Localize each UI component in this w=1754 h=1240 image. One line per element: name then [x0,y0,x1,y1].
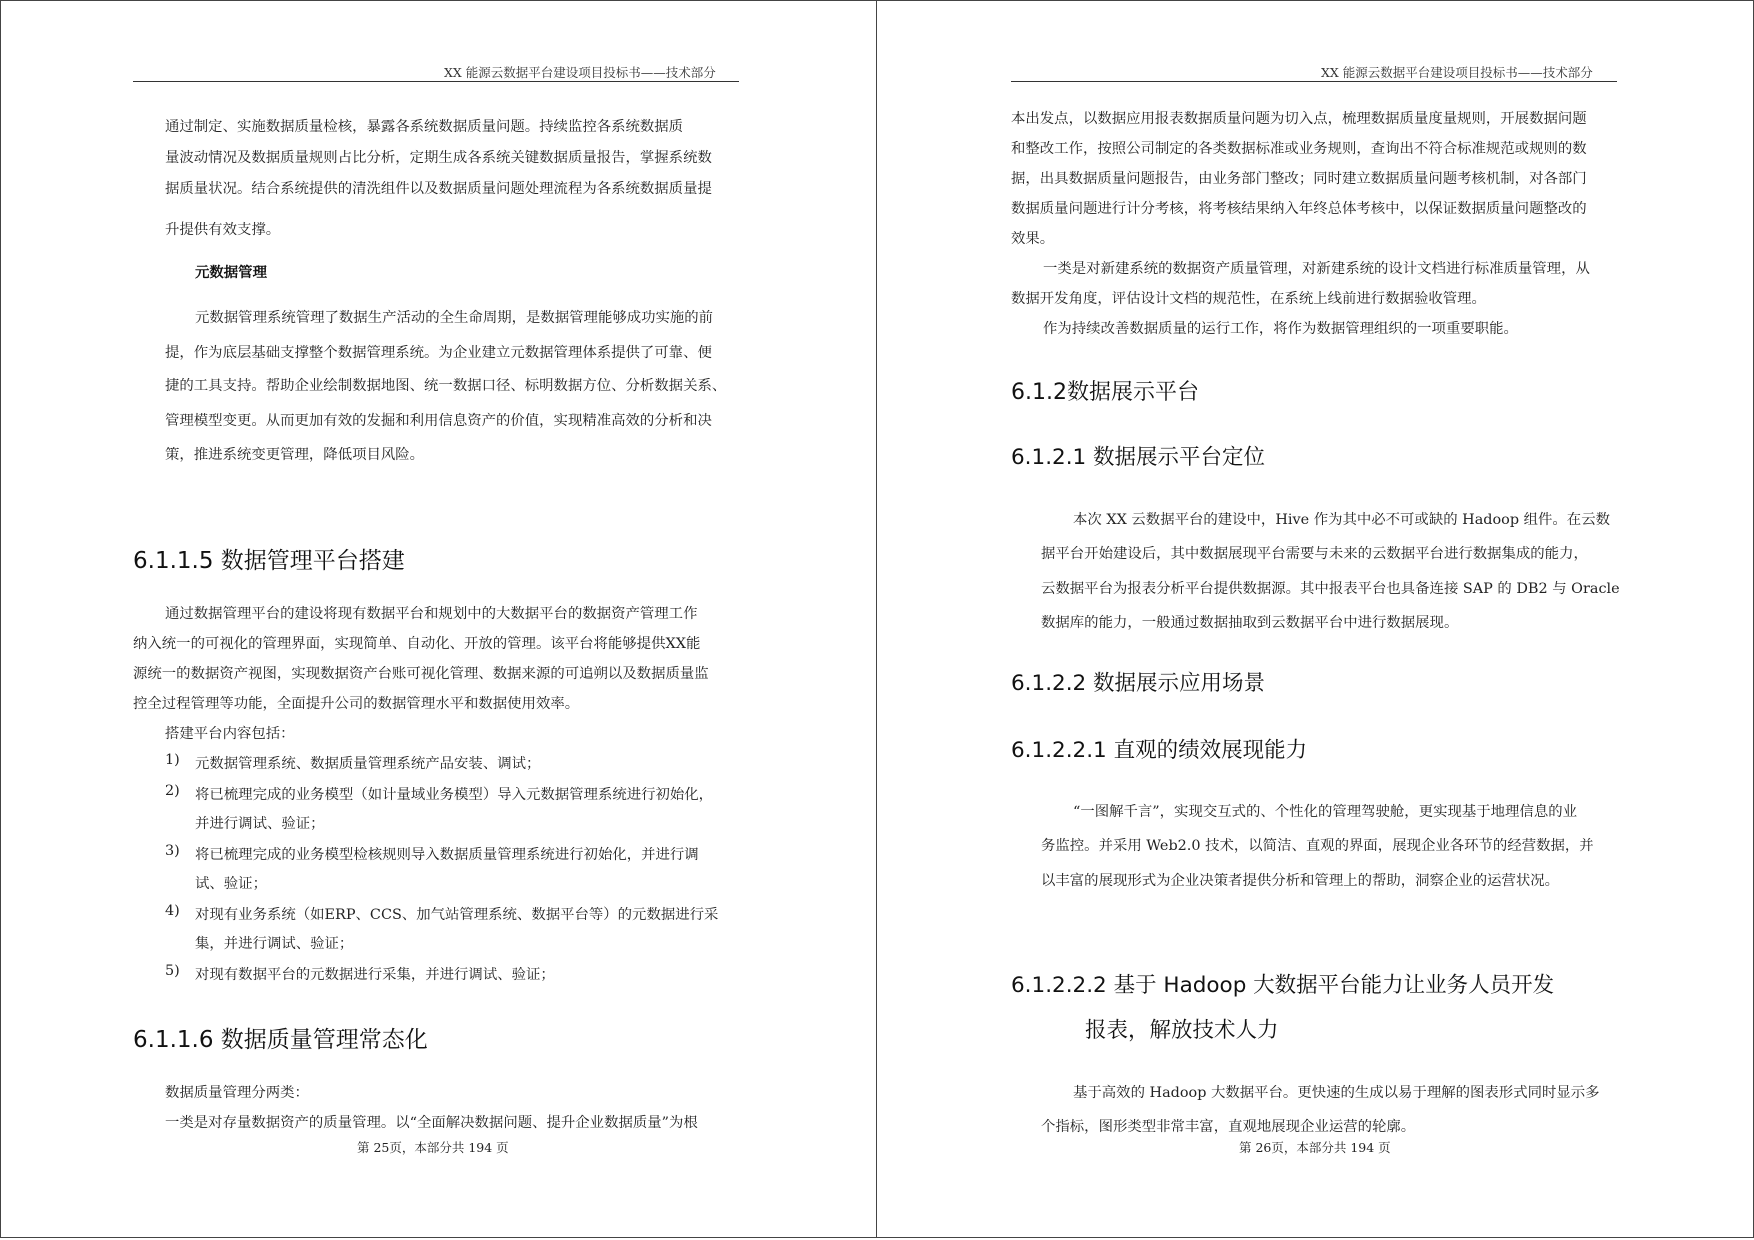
list-item: 试、验证； [195,876,267,892]
paragraph-line: 通过制定、实施数据质量检核，暴露各系统数据质量问题。持续监控各系统数据质 [165,119,684,135]
paragraph-line: 数据质量问题进行计分考核，将考核结果纳入年终总体考核中，以保证数据质量问题整改的 [1011,201,1587,217]
paragraph-line: 数据质量管理分两类： [165,1085,309,1101]
paragraph-line: 源统一的数据资产视图，实现数据资产台账可视化管理、数据来源的可追朔以及数据质量监 [133,666,709,682]
list-item: 集，并进行调试、验证； [195,936,354,952]
list-item: 对现有业务系统（如ERP、CCS、加气站管理系统、数据平台等）的元数据进行采 [195,907,719,923]
paragraph-line: 捷的工具支持。帮助企业绘制数据地图、统一数据口径、标明数据方位、分析数据关系、 [165,378,727,394]
paragraph-line: 和整改工作，按照公司制定的各类数据标准或业务规则，查询出不符合标准规范或规则的数 [1011,141,1587,157]
paragraph-line: 云数据平台为报表分析平台提供数据源。其中报表平台也具备连接 SAP 的 DB2 与 Oracle [1041,581,1620,597]
paragraph-line: 本次 XX 云数据平台的建设中，Hive 作为其中必不可或缺的 Hadoop 组件。在云数 [1073,512,1610,528]
paragraph-line: 量波动情况及数据质量规则占比分析，定期生成各系统关键数据质量报告，掌握系统数 [165,150,712,166]
section-heading: 6.1.2.2.2 基于 Hadoop 大数据平台能力让业务人员开发 [1011,973,1555,998]
paragraph-line: “一图解千言”，实现交互式的、个性化的管理驾驶舱，更实现基于地理信息的业 [1073,804,1577,820]
paragraph-line: 效果。 [1011,231,1055,247]
list-item: 并进行调试、验证； [195,816,325,832]
section-heading: 6.1.1.6 数据质量管理常态化 [133,1027,428,1053]
paragraph-line: 管理模型变更。从而更加有效的发掘和利用信息资产的价值，实现精准高效的分析和决 [165,413,712,429]
list-item: 元数据管理系统、数据质量管理系统产品安装、调试； [195,756,541,772]
paragraph-line: 务监控。并采用 Web2.0 技术，以简洁、直观的界面，展现企业各环节的经营数据，并 [1041,838,1594,854]
paragraph-line: 控全过程管理等功能，全面提升公司的数据管理水平和数据使用效率。 [133,696,580,712]
list-number: 4) [165,903,180,919]
paragraph-line: 以丰富的展现形式为企业决策者提供分析和管理上的帮助，洞察企业的运营状况。 [1041,873,1560,889]
list-item: 对现有数据平台的元数据进行采集，并进行调试、验证； [195,967,555,983]
paragraph-line: 个指标，图形类型非常丰富，直观地展现企业运营的轮廓。 [1041,1119,1416,1135]
section-heading: 6.1.2.1 数据展示平台定位 [1011,445,1266,470]
paragraph-line: 基于高效的 Hadoop 大数据平台。更快速的生成以易于理解的图表形式同时显示多 [1073,1085,1600,1101]
paragraph-line: 策，推进系统变更管理，降低项目风险。 [165,447,425,463]
right-page [876,0,1754,1238]
list-item: 将已梳理完成的业务模型（如计量域业务模型）导入元数据管理系统进行初始化， [195,787,714,803]
paragraph-line: 据质量状况。结合系统提供的清洗组件以及数据质量问题处理流程为各系统数据质量提 [165,181,712,197]
subheading-metadata: 元数据管理 [195,264,267,281]
paragraph-line: 据平台开始建设后，其中数据展现平台需要与未来的云数据平台进行数据集成的能力， [1041,546,1588,562]
section-heading: 6.1.2数据展示平台 [1011,380,1199,405]
list-intro: 搭建平台内容包括： [165,726,295,742]
paragraph-line: 据，出具数据质量问题报告，由业务部门整改；同时建立数据质量问题考核机制，对各部门 [1011,171,1587,187]
list-number: 5) [165,963,180,979]
header-rule [1011,81,1617,82]
section-heading: 6.1.2.2 数据展示应用场景 [1011,671,1266,696]
paragraph-line: 元数据管理系统管理了数据生产活动的全生命周期，是数据管理能够成功实施的前 [195,310,714,326]
page-footer: 第 25页，本部分共 194 页 [357,1140,509,1155]
paragraph-line: 本出发点，以数据应用报表数据质量问题为切入点，梳理数据质量度量规则，开展数据问题 [1011,111,1587,127]
list-number: 2) [165,783,180,799]
paragraph-line: 一类是对新建系统的数据资产质量管理，对新建系统的设计文档进行标准质量管理，从 [1043,261,1590,277]
section-heading: 6.1.1.5 数据管理平台搭建 [133,548,405,574]
paragraph-line: 作为持续改善数据质量的运行工作，将作为数据管理组织的一项重要职能。 [1043,321,1518,337]
section-heading-continued: 报表，解放技术人力 [1085,1018,1279,1043]
header-title: XX 能源云数据平台建设项目投标书——技术部分 [1321,65,1593,80]
paragraph-line: 数据库的能力，一般通过数据抽取到云数据平台中进行数据展现。 [1041,615,1459,631]
paragraph-line: 通过数据管理平台的建设将现有数据平台和规划中的大数据平台的数据资产管理工作 [165,606,698,622]
paragraph-line: 提，作为底层基础支撑整个数据管理系统。为企业建立元数据管理体系提供了可靠、便 [165,345,712,361]
paragraph-line: 升提供有效支撑。 [165,222,281,238]
page-footer: 第 26页，本部分共 194 页 [1239,1140,1391,1155]
paragraph-line: 纳入统一的可视化的管理界面，实现简单、自动化、开放的管理。该平台将能够提供XX能 [133,636,701,652]
header-title: XX 能源云数据平台建设项目投标书——技术部分 [444,65,716,80]
list-number: 1) [165,752,180,768]
header-rule [133,81,739,82]
list-number: 3) [165,843,180,859]
section-heading: 6.1.2.2.1 直观的绩效展现能力 [1011,738,1308,763]
list-item: 将已梳理完成的业务模型检核规则导入数据质量管理系统进行初始化，并进行调 [195,847,699,863]
paragraph-line: 数据开发角度，评估设计文档的规范性，在系统上线前进行数据验收管理。 [1011,291,1486,307]
left-page [0,0,877,1238]
paragraph-line: 一类是对存量数据资产的质量管理。以“全面解决数据问题、提升企业数据质量”为根 [165,1115,698,1131]
